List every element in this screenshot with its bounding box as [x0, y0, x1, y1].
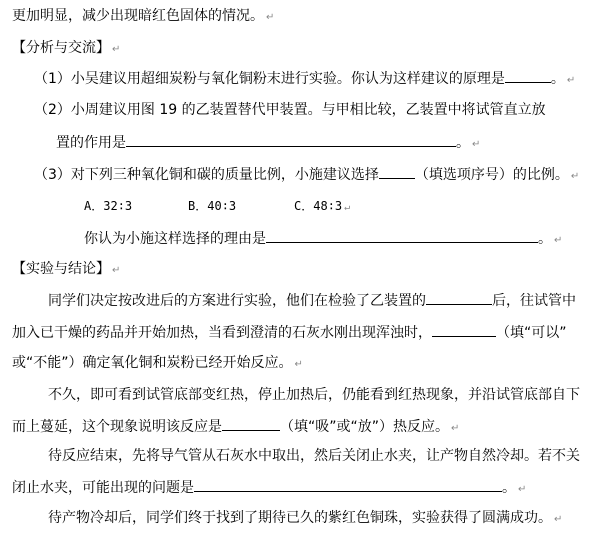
answer-blank[interactable] [266, 228, 538, 243]
paragraph-mark-icon: ↵ [554, 235, 563, 246]
text-line: 更加明显，减少出现暗红色固体的情况。 ↵ [12, 8, 275, 24]
paragraph-mark-icon: ↵ [570, 171, 580, 182]
paragraph-2: 不久，即可看到试管底部变红热，停止加热后，仍能看到红热现象，并沿试管底部自下 [48, 387, 580, 403]
paragraph-4: 待产物冷却后，同学们终于找到了期待已久的紫红色铜珠，实验获得了圆满成功。 ↵ [48, 510, 563, 526]
paragraph-mark-icon: ↵ [451, 423, 460, 434]
paragraph-2-line-2: 而上蔓延，这个现象说明该反应是 （填“吸”或“放”）热反应。 ↵ [12, 416, 459, 439]
paragraph-1-line-3: 或“不能”）确定氧化铜和炭粉已经开始反应。 ↵ [12, 355, 303, 371]
question-1: （1）小吴建议用超细炭粉与氧化铜粉末进行实验。你认为这样建议的原理是 。 ↵ [34, 68, 575, 91]
question-3-reason: 你认为小施这样选择的理由是 。 ↵ [84, 228, 562, 251]
answer-blank[interactable] [432, 322, 496, 337]
answer-blank[interactable] [426, 290, 492, 305]
paragraph-mark-icon: ↵ [518, 484, 527, 495]
paragraph-mark-icon: ↵ [266, 12, 275, 23]
answer-blank[interactable] [505, 68, 551, 83]
paragraph-mark-icon: ↵ [472, 139, 481, 150]
option-list [84, 196, 350, 218]
paragraph-3-line-2: 闭止水夹，可能出现的问题是 。 ↵ [12, 477, 526, 500]
answer-blank[interactable] [126, 132, 456, 147]
paragraph-mark-icon: ↵ [112, 265, 121, 276]
section-heading-analysis: 【分析与交流】 ↵ [12, 40, 121, 56]
paragraph-1: 同学们决定按改进后的方案进行实验，他们在检验了乙装置的 后，往试管中 [48, 290, 576, 311]
section-heading-conclusion: 【实验与结论】 ↵ [12, 261, 121, 277]
paragraph-mark-icon: ↵ [344, 202, 351, 213]
answer-blank[interactable] [379, 164, 415, 179]
option-b: B．40∶3 [188, 199, 237, 213]
question-2-cont: 置的作用是 。 ↵ [56, 132, 480, 155]
paragraph-mark-icon: ↵ [294, 359, 303, 370]
paragraph-3: 待反应结束，先将导气管从石灰水中取出，然后关闭止水夹，让产物自然冷却。若不关 [48, 448, 580, 464]
paragraph-mark-icon: ↵ [554, 514, 563, 525]
paragraph-mark-icon: ↵ [566, 75, 576, 86]
paragraph-1-line-2: 加入已干燥的药品并开始加热，当看到澄清的石灰水刚出现浑浊时， （填“可以” [12, 322, 567, 343]
answer-blank[interactable] [194, 477, 502, 492]
answer-blank[interactable] [222, 416, 280, 431]
question-3: （3）对下列三种氧化铜和碳的质量比例，小施建议选择 （填选项序号）的比例。 ↵ [34, 164, 579, 187]
paragraph-mark-icon: ↵ [112, 44, 121, 55]
option-c: C．48∶3 [294, 199, 343, 213]
option-a: A．32∶3 [84, 199, 133, 213]
question-2: （2）小周建议用图 19 的乙装置替代甲装置。与甲相比较，乙装置中将试管直立放 [34, 102, 546, 118]
